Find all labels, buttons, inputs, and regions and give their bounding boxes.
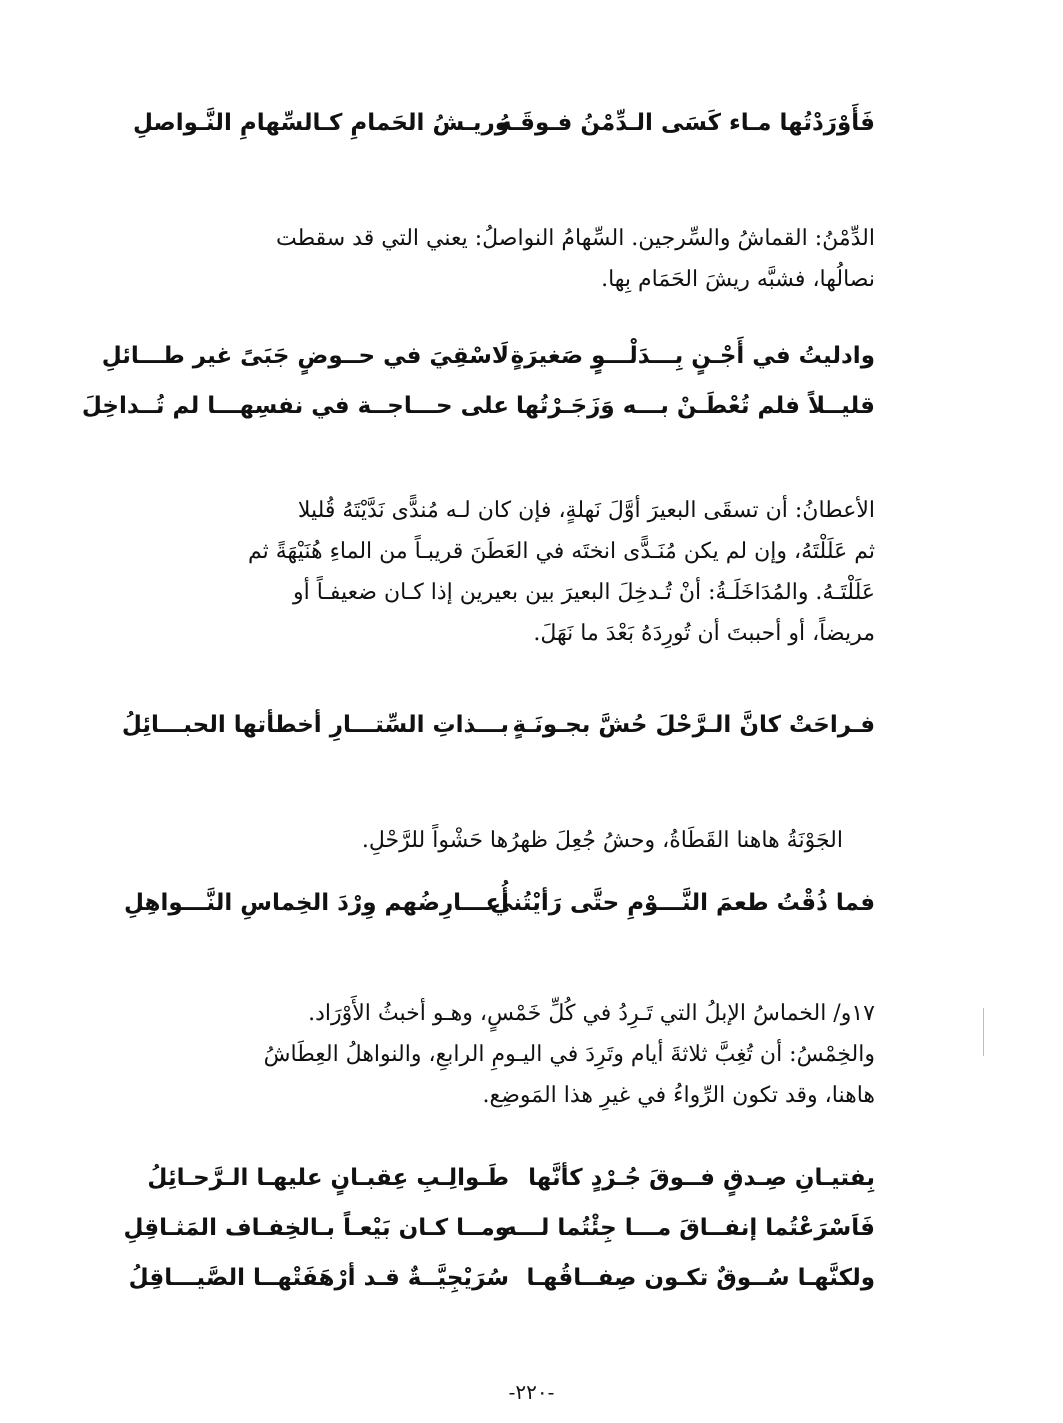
first-hemistich: وادليتُ في أَجْـنٍ بِـــدَلْـــوٍ صَغيرَةٍ (510, 343, 875, 369)
verse-group-3 (121, 712, 875, 762)
commentary-line: الدِّمْنُ: القماشُ والسِّرجين. السِّهامُ النواصلُ: يعني التي قد سقطت (275, 226, 875, 251)
commentary-line: الجَوْنَةُ هاهنا القَطَاةُ، وحشُ جُعِلَ ظهرُها حَشْواً للرَّحْلِ. (361, 828, 843, 853)
commentary-line: مريضاً، أو أحببتَ أن تُورِدَهُ بَعْدَ ما نَهَلَ. (533, 621, 875, 646)
second-hemistich: ومــا كـان بَيْعـاً بـالخِفـاف المَثـاقِلِ (123, 1215, 509, 1241)
verse-group-5 (123, 1165, 875, 1315)
verse-line (147, 1165, 875, 1215)
second-hemistich: طَـوالِـبِ عِقبـانٍ عليهـا الـرَّحـائِلُ (147, 1165, 509, 1191)
second-hemistich: لَاسْقِيَ في حــوضٍ جَبَىً غير طـــائلِ (101, 343, 509, 369)
first-hemistich: بِفتيـانِ صِـدقٍ فــوقَ جُـرْدٍ كأنَّها (528, 1165, 875, 1191)
commentary-line: نصالُها، فشبَّه ريشَ الحَمَام بِها. (601, 267, 875, 292)
verse-group-2 (81, 343, 875, 443)
verse-line (128, 1265, 875, 1315)
page-number: -٢٢٠- (508, 1380, 555, 1404)
verse-line (121, 712, 875, 762)
second-hemistich: بـــذاتِ السِّتـــارِ أخطأتها الحبـــائِلُ (121, 712, 509, 738)
first-hemistich: فَاَسْرَعْتُما إنفــاقَ مـــا جِئْتُما لـــه (503, 1215, 875, 1241)
verse-line (101, 343, 875, 393)
commentary-line: والخِمْسُ: أن تُغِبَّ ثلاثةَ أيام وتَرِدَ في اليـومِ الرابعِ، والنواهلُ العِطَاشُ (263, 1042, 875, 1067)
commentary-paragraph-1 (157, 218, 875, 300)
verse-group-1 (133, 110, 875, 160)
second-hemistich: وريـشُ الحَمامِ كـالسِّهامِ النَّـواصلِ (133, 110, 509, 136)
commentary-paragraph-3 (157, 820, 875, 861)
commentary-line: هاهنا، وقد تكون الرِّواءُ في غيرِ هذا المَوضِع. (482, 1083, 875, 1108)
commentary-line: عَلَلْتَـهُ. والمُدَاخَلَـةُ: أنْ تُـدخِلَ البعيرَ بين بعيرين إذا كـان ضعيفـاً أو (293, 580, 875, 605)
first-hemistich: قليــلاً فلم تُعْطَـنْ بـــه وَزَجَـرْتُها (515, 393, 875, 419)
first-hemistich: فما ذُقْتُ طعمَ النَّـــوْمِ حتَّى رَأيْتُني (490, 890, 875, 916)
second-hemistich: أُعـــارِضُهم وِرْدَ الخِماسِ النَّـــواهِلِ (123, 890, 509, 916)
verse-line (123, 1215, 875, 1265)
second-hemistich: على حـــاجــة في نفسِهـــا لم تُــداخِلَ (81, 393, 509, 419)
second-hemistich: سُرَيْجِيَّــةٌ قـد أرْهَفَتْهــا الصَّيـــاقِلُ (128, 1265, 509, 1291)
first-hemistich: ولكنَّهـا سُــوقٌ تكـون صِفــاقُهـا (526, 1265, 875, 1291)
commentary-paragraph-2 (157, 490, 875, 654)
first-hemistich: فـراحَتْ كانَّ الـرَّحْلَ حُشَّ بجـونَـةٍ (512, 712, 875, 738)
commentary-line: ثم عَلَلْتَهُ، وإن لم يكن مُنَـدًّى انختَه في العَطَنَ قريبـاً من الماءِ هُنَيْهَةً ثم (248, 539, 875, 564)
first-hemistich: فَأَوْرَدْتُها مـاء كَسَى الـدِّمْنُ فـوقَـهُ (498, 110, 875, 136)
commentary-paragraph-4 (157, 993, 875, 1116)
commentary-line: ١٧و/ الخماسُ الإبلُ التي تَـرِدُ في كُلِّ خَمْسٍ، وهـو أخبثُ الأَوْرَاد. (308, 1001, 875, 1026)
commentary-line: الأعطانُ: أن تسقَى البعيرَ أوَّلَ نَهلةٍ، فإن كان لـه مُندًّى نَدَّيْتَهُ قُليلا (297, 498, 875, 523)
verse-line (133, 110, 875, 160)
verse-group-4 (123, 890, 875, 940)
margin-mark (983, 1008, 984, 1056)
verse-line (123, 890, 875, 940)
verse-line (81, 393, 875, 443)
